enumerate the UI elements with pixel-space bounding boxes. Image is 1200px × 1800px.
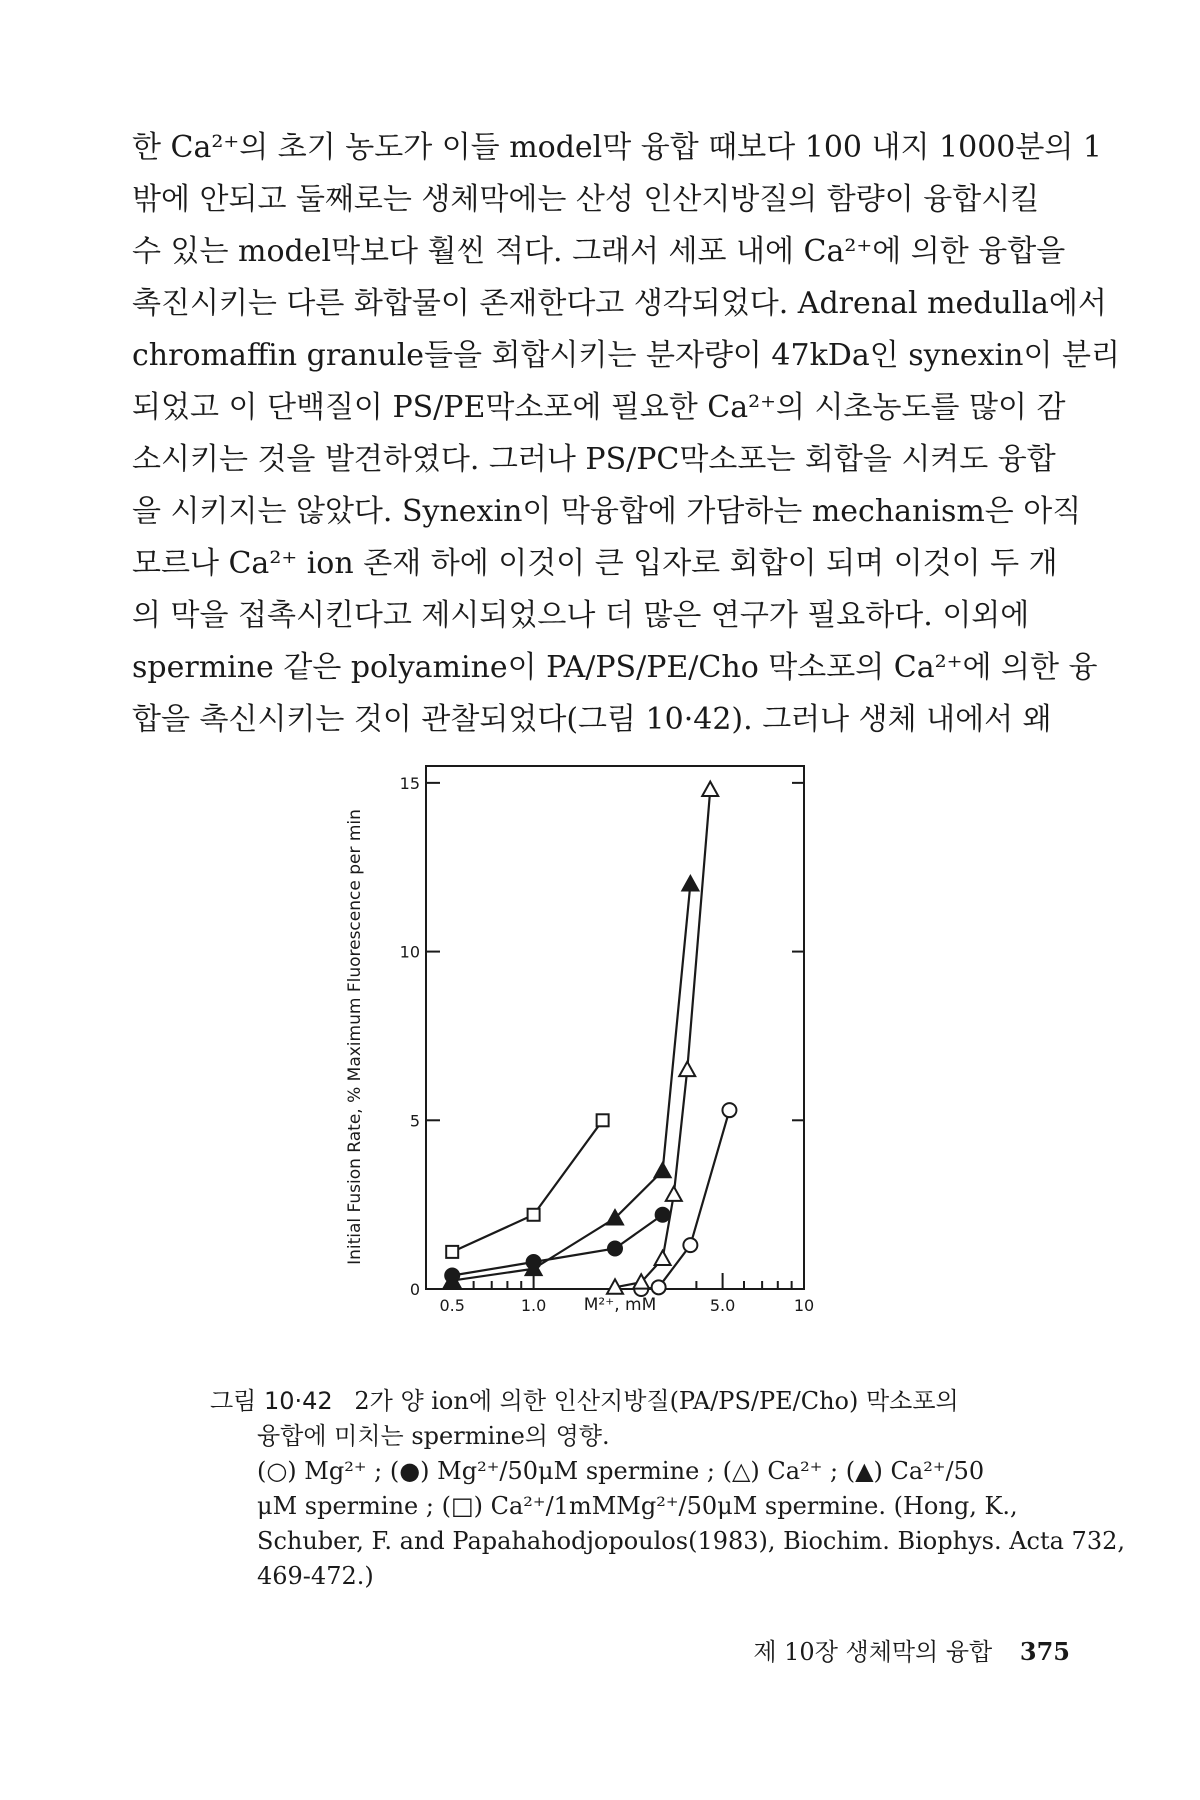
body-paragraph xyxy=(132,122,1120,746)
caption-line: (○) Mg²⁺ ; (●) Mg²⁺/50μM spermine ; (△) Ca²⁺ ; (▲) Ca²⁺/50 xyxy=(257,1457,985,1485)
data-point-circle xyxy=(656,1208,670,1222)
body-line: 을 시키지는 않았다. Synexin이 막융합에 가담하는 mechanism은 아직 xyxy=(132,494,1082,529)
x-axis-label: M²⁺, mM xyxy=(583,1295,657,1315)
body-line: 되었고 이 단백질이 PS/PE막소포에 필요한 Ca²⁺의 시초농도를 많이 감 xyxy=(132,390,1066,425)
page-footer xyxy=(753,1632,1070,1667)
x-tick-label: 0.5 xyxy=(439,1296,465,1315)
body-line: 합을 촉신시키는 것이 관찰되었다(그림 10·42). 그러나 생체 내에서 왜 xyxy=(132,702,1052,737)
series-line xyxy=(641,1110,729,1289)
body-line: 밖에 안되고 둘째로는 생체막에는 산성 인산지방질의 함량이 융합시킬 xyxy=(132,182,1040,217)
page-number: 375 xyxy=(1019,1637,1070,1666)
data-point-circle xyxy=(683,1238,697,1252)
chapter-title: 제 10장 생체막의 융합 xyxy=(753,1638,993,1666)
data-point-triangle xyxy=(679,1062,695,1076)
caption-line: 2가 양 ion에 의한 인산지방질(PA/PS/PE/Cho) 막소포의 xyxy=(354,1387,959,1415)
figure-caption xyxy=(210,1384,1125,1594)
caption-line: 융합에 미치는 spermine의 영향. xyxy=(257,1422,610,1450)
series-line xyxy=(452,1215,662,1276)
fusion-rate-chart xyxy=(330,740,890,1360)
body-line: 수 있는 model막보다 훨씬 적다. 그래서 세포 내에 Ca²⁺에 의한 융합을 xyxy=(132,234,1066,269)
body-line: spermine 같은 polyamine이 PA/PS/PE/Cho 막소포의 Ca²⁺에 의한 융 xyxy=(132,650,1098,685)
y-tick-label: 15 xyxy=(399,773,420,793)
data-point-triangle xyxy=(655,1163,671,1177)
data-point-triangle xyxy=(666,1187,682,1201)
caption-line: Schuber, F. and Papahahodjopoulos(1983), Biochim. Biophys. Acta 732, xyxy=(257,1527,1125,1555)
body-line: chromaffin granule들을 회합시키는 분자량이 47kDa인 synexin이 분리 xyxy=(132,338,1120,373)
body-line: 모르나 Ca²⁺ ion 존재 하에 이것이 큰 입자로 회합이 되며 이것이 두 개 xyxy=(132,546,1058,581)
data-point-circle xyxy=(722,1103,736,1117)
x-tick-label: 1.0 xyxy=(520,1296,547,1315)
body-line: 촉진시키는 다른 화합물이 존재한다고 생각되었다. Adrenal medulla에서 xyxy=(132,286,1107,321)
body-line: 한 Ca²⁺의 초기 농도가 이들 model막 융합 때보다 100 내지 1000분의 1 xyxy=(132,130,1102,165)
fusion-rate-figure xyxy=(330,740,890,1360)
caption-line: μM spermine ; (□) Ca²⁺/1mMMg²⁺/50μM spermine. (Hong, K., xyxy=(257,1492,1018,1520)
data-point-circle xyxy=(608,1242,622,1256)
data-point-triangle xyxy=(655,1251,671,1265)
caption-line: 469-472.) xyxy=(257,1562,374,1590)
x-tick-label: 10 xyxy=(793,1296,815,1315)
y-axis-label: Initial Fusion Rate, % Maximum Fluorescence per min xyxy=(345,809,365,1265)
body-line: 소시키는 것을 발견하였다. 그러나 PS/PC막소포는 회합을 시켜도 융합 xyxy=(132,442,1056,477)
y-tick-label: 0 xyxy=(409,1280,420,1299)
series-line xyxy=(452,1120,602,1252)
data-point-square xyxy=(446,1246,458,1258)
data-point-triangle xyxy=(682,876,698,890)
body-line: 의 막을 접촉시킨다고 제시되었으나 더 많은 연구가 필요하다. 이외에 xyxy=(132,598,1030,633)
data-point-triangle xyxy=(702,782,718,796)
figure-label: 그림 10·42 xyxy=(210,1387,333,1415)
data-point-square xyxy=(528,1209,540,1221)
y-tick-label: 10 xyxy=(399,942,420,962)
data-point-square xyxy=(597,1114,609,1126)
x-tick-label: 5.0 xyxy=(709,1296,736,1315)
data-point-circle xyxy=(652,1280,666,1294)
y-tick-label: 5 xyxy=(409,1111,420,1131)
